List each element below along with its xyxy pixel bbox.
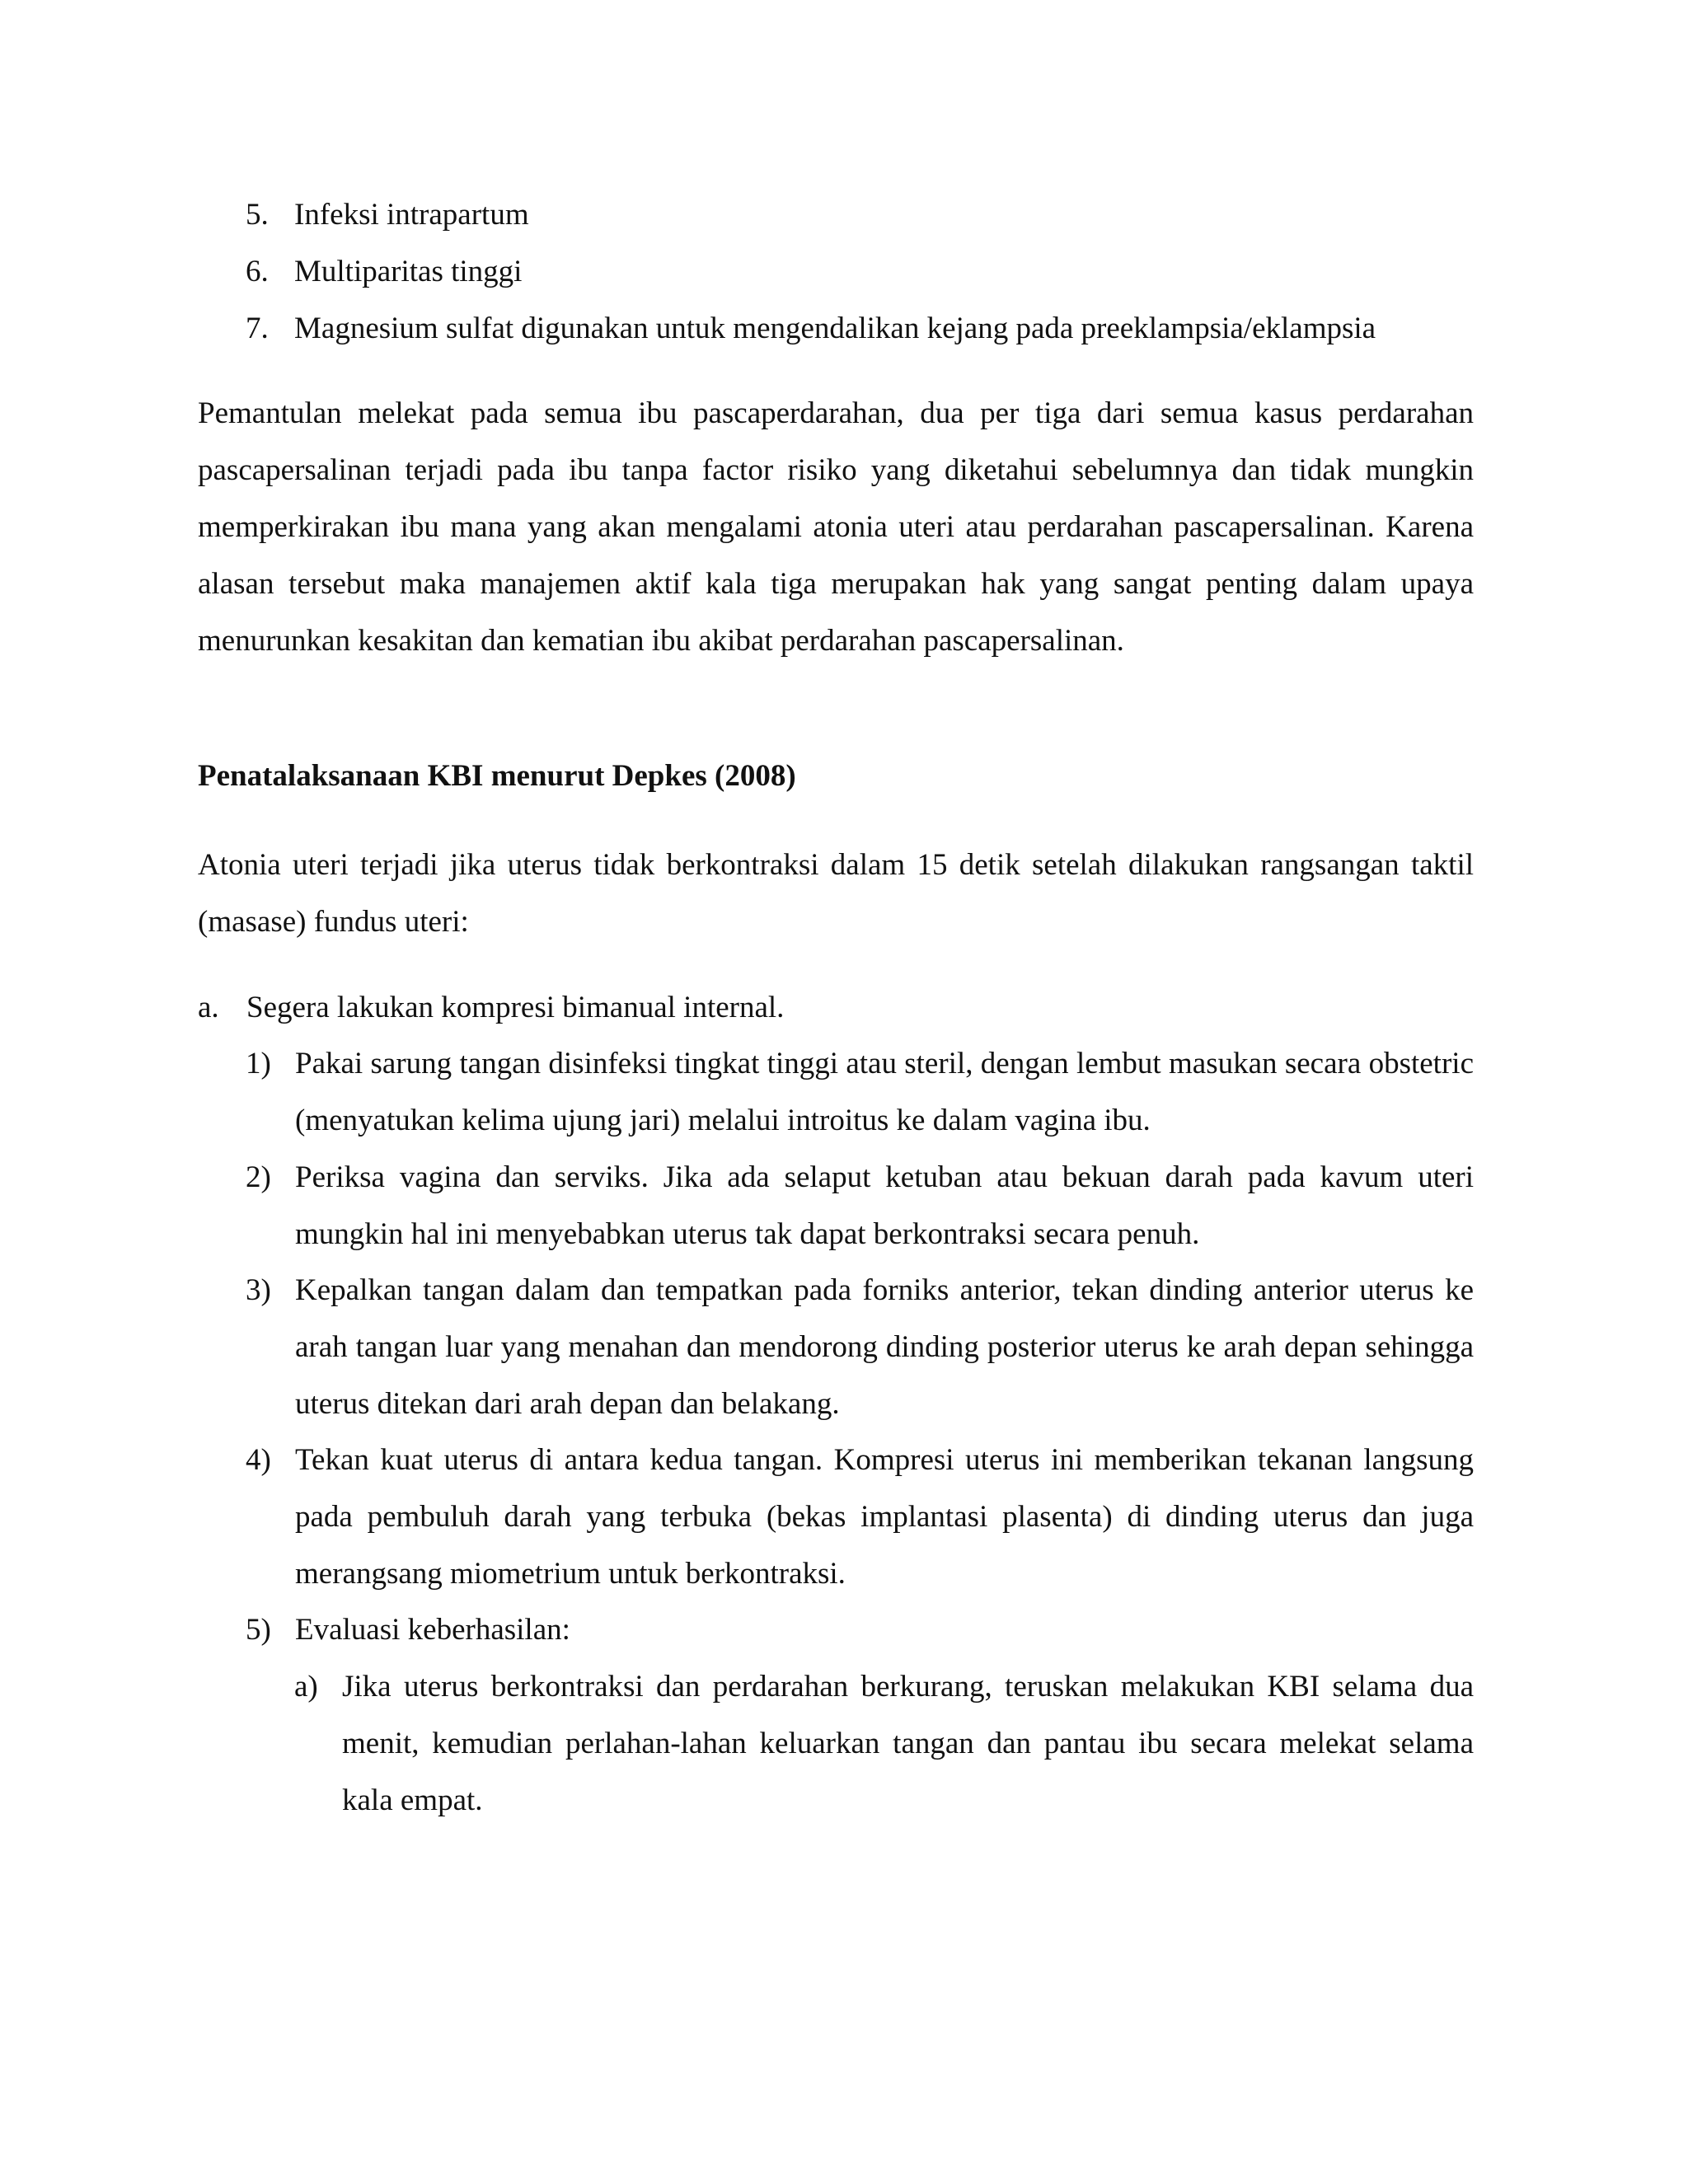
step-text: Tekan kuat uterus di antara kedua tangan. Kompresi uterus ini memberikan tekanan langsung pada pembuluh darah yang terbuka (bekas implantasi plasenta) di dinding uterus dan juga merangsang miometrium untuk berkontraksi. — [295, 1443, 1474, 1591]
paragraph-atonia: Atonia uteri terjadi jika uterus tidak berkontraksi dalam 15 detik setelah dilakukan rangsangan taktil (masase) fundus uteri: — [198, 848, 1474, 939]
step-3 — [246, 1262, 1474, 1432]
list-item — [198, 191, 1500, 248]
step-marker: 3) — [246, 1273, 271, 1307]
step-text: Evaluasi keberhasilan: — [295, 1613, 570, 1647]
step-marker: 2) — [246, 1160, 271, 1194]
step-text: Pakai sarung tangan disinfeksi tingkat tinggi atau steril, dengan lembut masukan secara obstetric (menyatukan kelima ujung jari) melalui introitus ke dalam vagina ibu. — [295, 1047, 1474, 1137]
substep-marker: a) — [294, 1670, 318, 1704]
step-5 — [246, 1601, 1474, 1658]
step-text: Periksa vagina dan serviks. Jika ada selaput ketuban atau bekuan darah pada kavum uteri mungkin hal ini menyebabkan uterus tak dapat berkontraksi secara penuh. — [295, 1160, 1474, 1251]
substep-a — [294, 1658, 1474, 1829]
section-heading: Penatalaksanaan KBI menurut Depkes (2008) — [198, 759, 796, 793]
item-marker: a. — [198, 991, 219, 1024]
step-marker: 5) — [246, 1613, 271, 1647]
step-marker: 4) — [246, 1443, 271, 1477]
list-item-a — [198, 979, 1474, 1036]
step-2 — [246, 1149, 1474, 1263]
list-text: Multiparitas tinggi — [294, 255, 523, 288]
list-item — [198, 248, 1500, 305]
list-number: 7. — [246, 312, 269, 345]
step-text: Kepalkan tangan dalam dan tempatkan pada forniks anterior, tekan dinding anterior uterus ke arah tangan luar yang menahan dan mendorong dinding posterior uterus ke arah depan sehingga uterus ditekan dari arah depan dan belakang. — [295, 1273, 1474, 1421]
substep-text: Jika uterus berkontraksi dan perdarahan berkurang, teruskan melakukan KBI selama dua menit, kemudian perlahan-lahan keluarkan tangan dan pantau ibu secara melekat selama kala empat. — [342, 1670, 1474, 1817]
list-text: Magnesium sulfat digunakan untuk mengendalikan kejang pada preeklampsia/eklampsia — [294, 312, 1376, 345]
step-4 — [246, 1432, 1474, 1602]
list-number: 5. — [246, 198, 269, 232]
list-number: 6. — [246, 255, 269, 288]
list-text: Infeksi intrapartum — [294, 198, 529, 232]
step-1 — [246, 1035, 1474, 1149]
risk-factor-list — [198, 191, 1500, 362]
list-item — [198, 305, 1500, 362]
step-marker: 1) — [246, 1047, 271, 1080]
paragraph-monitoring: Pemantulan melekat pada semua ibu pascaperdarahan, dua per tiga dari semua kasus perdarahan pascapersalinan terjadi pada ibu tanpa factor risiko yang diketahui sebelumnya dan tidak mungkin memperkirakan ibu mana yang akan mengalami atonia uteri atau perdarahan pascapersalinan. Karena alasan tersebut maka manajemen aktif kala tiga merupakan hak yang sangat penting dalam upaya menurunkan kesakitan dan kematian ibu akibat perdarahan pascapersalinan. — [198, 396, 1474, 658]
item-text: Segera lakukan kompresi bimanual internal. — [246, 991, 785, 1024]
